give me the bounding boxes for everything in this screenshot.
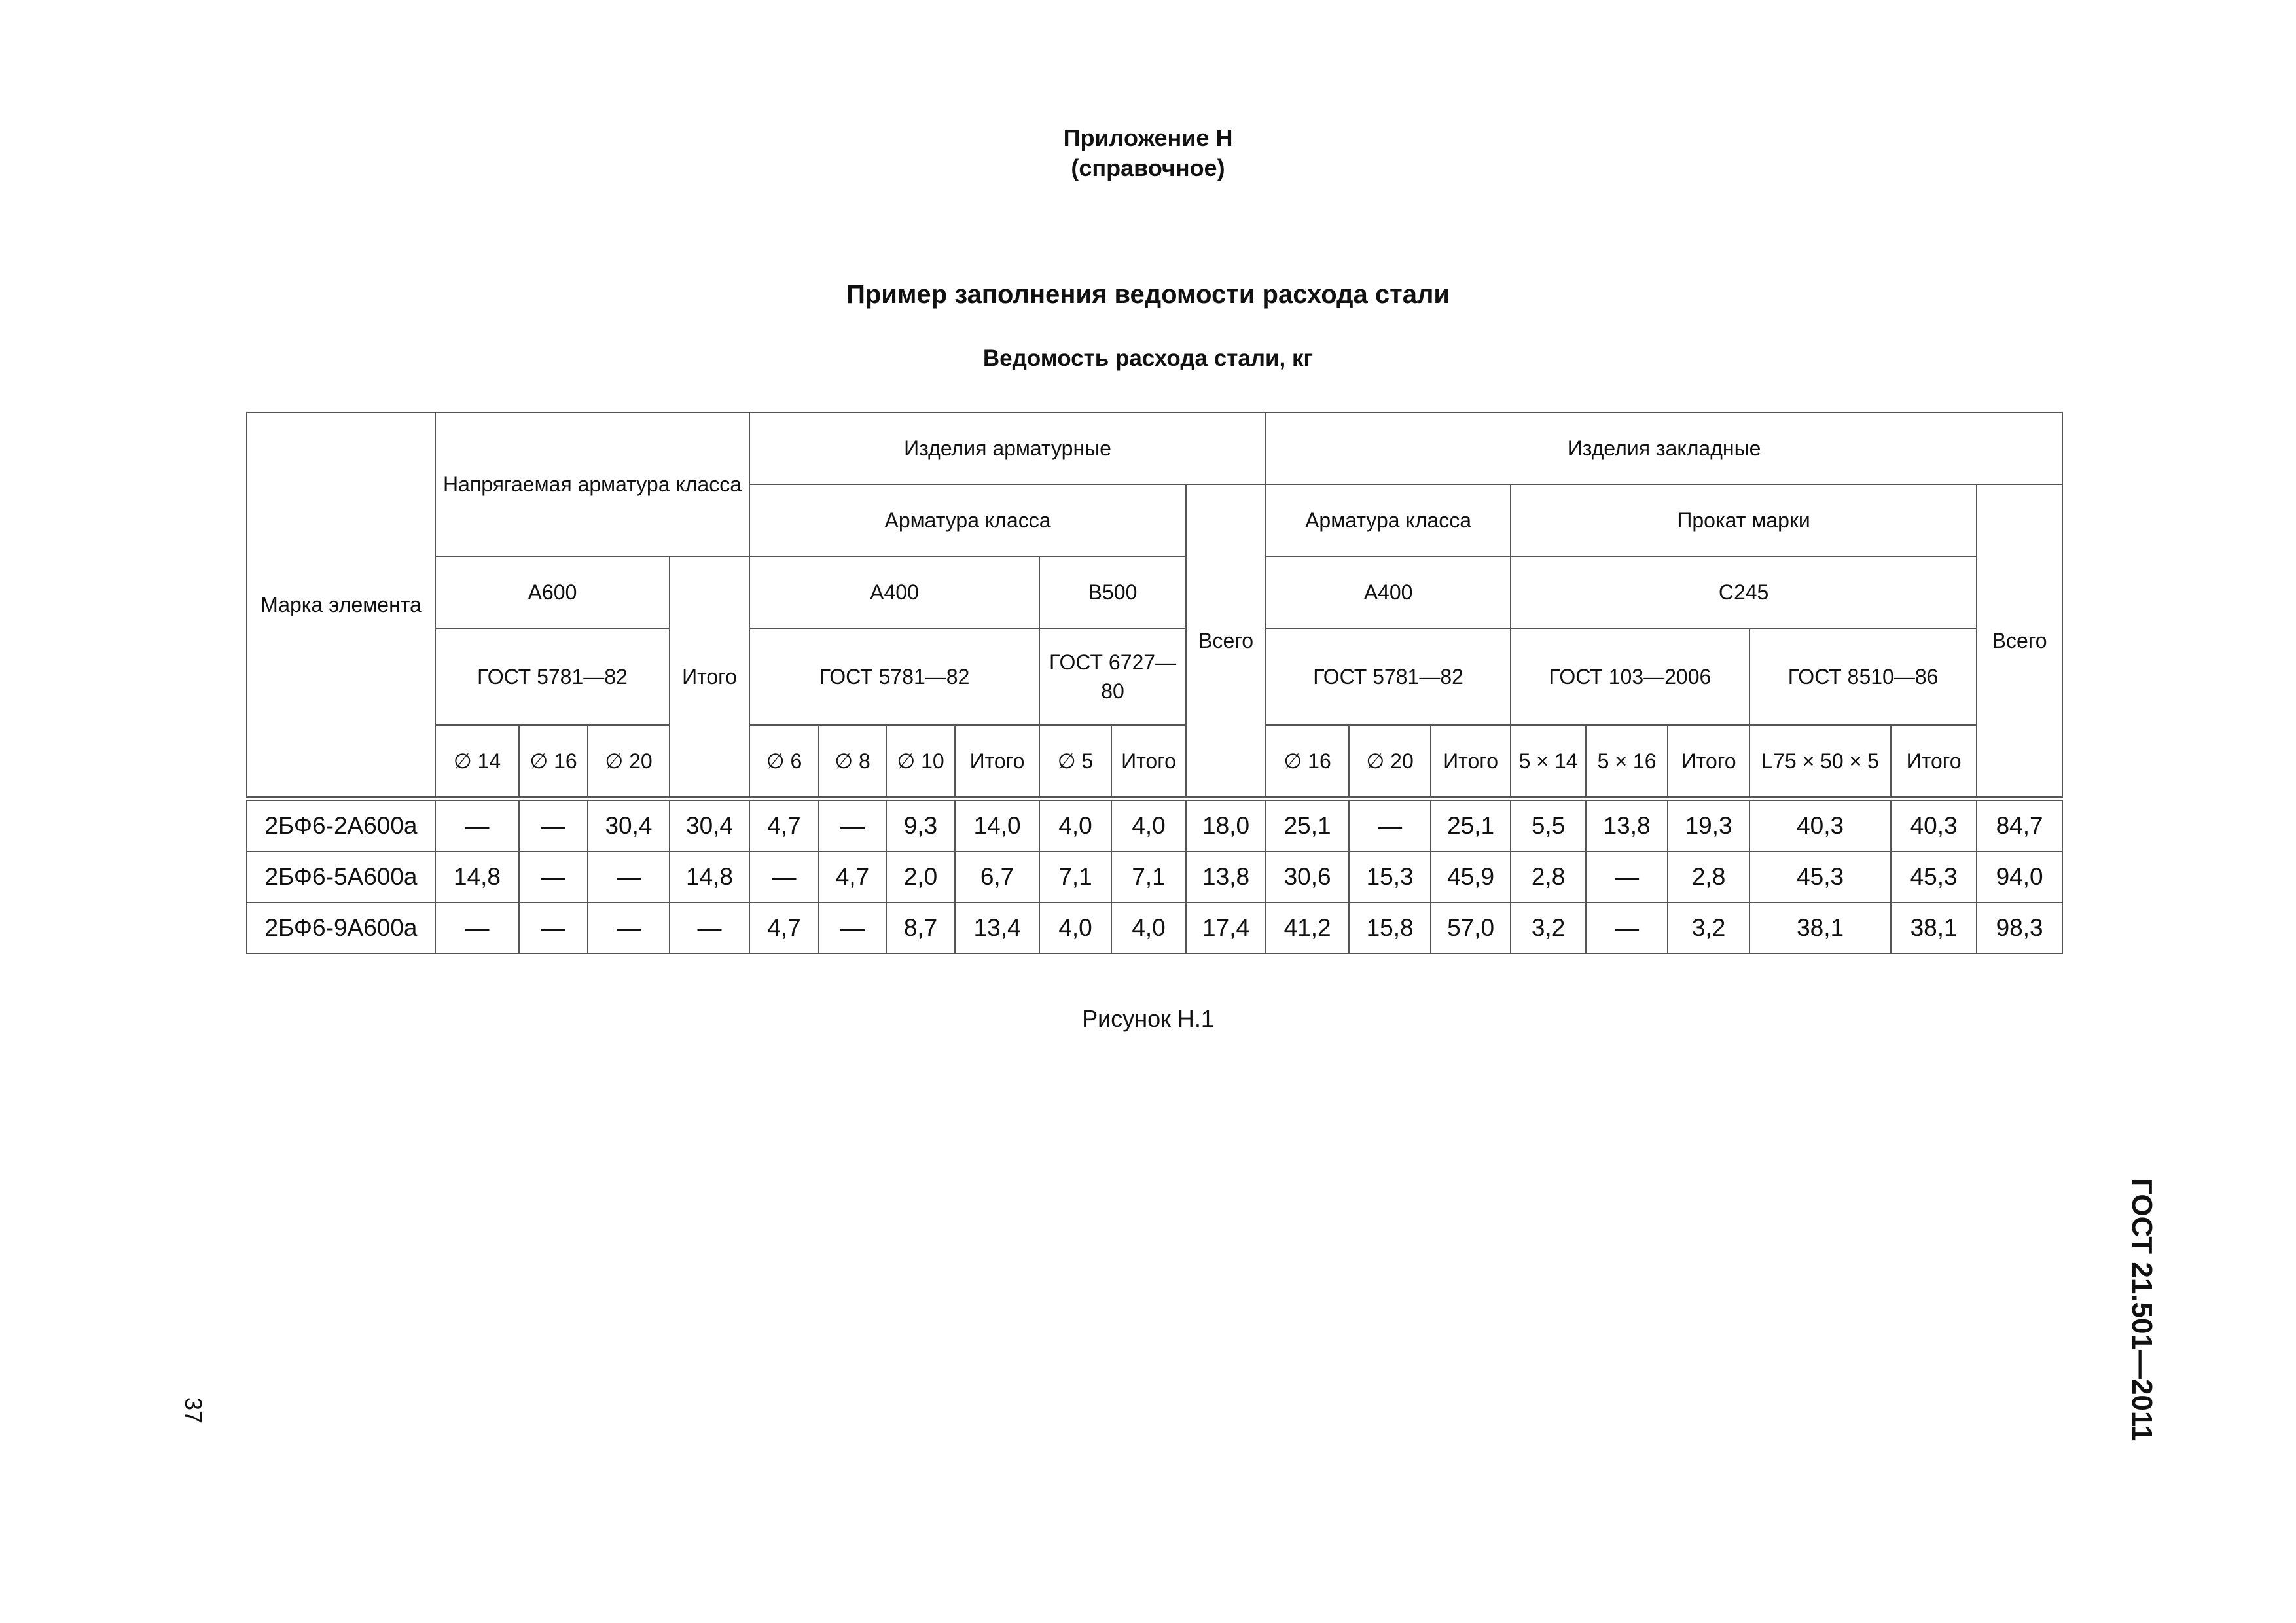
subcol-header: ∅ 14 — [435, 725, 519, 799]
a600-header: А600 — [435, 556, 670, 628]
table-cell: 9,3 — [886, 799, 955, 852]
rebar-total-header: Всего — [1186, 484, 1266, 799]
table-cell: 40,3 — [1891, 799, 1977, 852]
table-cell: — — [435, 902, 519, 954]
subcol-header: 5 × 16 — [1586, 725, 1668, 799]
subcol-header: ∅ 20 — [1349, 725, 1431, 799]
appendix-status: (справочное) — [1071, 154, 1225, 181]
table-cell: 25,1 — [1266, 799, 1349, 852]
page-number-margin — [178, 1397, 217, 1436]
table-cell: — — [819, 902, 886, 954]
table-cell: 4,7 — [749, 902, 819, 954]
table-cell: 2,0 — [886, 851, 955, 902]
table-cell: — — [1586, 851, 1668, 902]
table-cell: 14,0 — [955, 799, 1039, 852]
table-cell: 2,8 — [1668, 851, 1749, 902]
subcol-header: ∅ 16 — [519, 725, 588, 799]
table-title: Ведомость расхода стали, кг — [982, 346, 1314, 371]
a400-header: А400 — [749, 556, 1039, 628]
table-cell: 25,1 — [1431, 799, 1511, 852]
table-cell: 41,2 — [1266, 902, 1349, 954]
table-cell: 19,3 — [1668, 799, 1749, 852]
subcol-header: Итого — [1891, 725, 1977, 799]
table-cell: 18,0 — [1186, 799, 1266, 852]
table-cell: 3,2 — [1668, 902, 1749, 954]
gost-prestressed-header: ГОСТ 5781—82 — [435, 628, 670, 725]
b500-header: В500 — [1039, 556, 1186, 628]
table-cell: 4,0 — [1111, 799, 1186, 852]
embedded-total-header: Всего — [1977, 484, 2062, 799]
element-mark-cell: 2БФ6-5А600а — [247, 851, 435, 902]
embedded-products-header: Изделия закладные — [1266, 412, 2062, 484]
table-cell: 14,8 — [670, 851, 749, 902]
mark-header: Марка элемента — [247, 412, 435, 799]
table-cell: — — [819, 799, 886, 852]
table-cell: 5,5 — [1511, 799, 1586, 852]
table-cell: — — [519, 799, 588, 852]
prestressed-itogo-header: Итого — [670, 556, 749, 799]
embedded-a400-header: А400 — [1266, 556, 1511, 628]
table-cell: 2,8 — [1511, 851, 1586, 902]
c245-header: С245 — [1511, 556, 1977, 628]
table-cell: 30,6 — [1266, 851, 1349, 902]
table-cell: 4,7 — [819, 851, 886, 902]
gost-b500-header: ГОСТ 6727—80 — [1039, 628, 1186, 725]
table-cell: 7,1 — [1039, 851, 1111, 902]
table-cell: 4,7 — [749, 799, 819, 852]
table-cell: 13,8 — [1186, 851, 1266, 902]
subcol-header: Итого — [1111, 725, 1186, 799]
table-cell: 4,0 — [1039, 902, 1111, 954]
table-cell: — — [588, 851, 670, 902]
table-cell: 17,4 — [1186, 902, 1266, 954]
table-cell: 4,0 — [1039, 799, 1111, 852]
subcol-header: 5 × 14 — [1511, 725, 1586, 799]
header-row-3 — [247, 556, 2062, 628]
subcol-header: L75 × 50 × 5 — [1749, 725, 1891, 799]
table-cell: 38,1 — [1891, 902, 1977, 954]
table-cell: 30,4 — [588, 799, 670, 852]
subcol-header: Итого — [1431, 725, 1511, 799]
table-cell: — — [749, 851, 819, 902]
table-cell: 14,8 — [435, 851, 519, 902]
table-row — [247, 851, 2062, 902]
table-cell: 13,8 — [1586, 799, 1668, 852]
gost-strip-header: ГОСТ 103—2006 — [1511, 628, 1749, 725]
appendix-heading — [0, 123, 2296, 183]
rolled-grade-header: Прокат марки — [1511, 484, 1977, 556]
table-cell: 98,3 — [1977, 902, 2062, 954]
document-code-margin — [2122, 1178, 2161, 1440]
table-row — [247, 799, 2062, 852]
table-cell: — — [588, 902, 670, 954]
gost-a400-header: ГОСТ 5781—82 — [749, 628, 1039, 725]
table-cell: 8,7 — [886, 902, 955, 954]
table-row — [247, 902, 2062, 954]
table-cell: 38,1 — [1749, 902, 1891, 954]
table-cell: — — [1349, 799, 1431, 852]
table-cell: 15,3 — [1349, 851, 1431, 902]
table-cell: 40,3 — [1749, 799, 1891, 852]
element-mark-cell: 2БФ6-9А600а — [247, 902, 435, 954]
table-cell: 84,7 — [1977, 799, 2062, 852]
table-cell: 94,0 — [1977, 851, 2062, 902]
table-cell: 45,3 — [1891, 851, 1977, 902]
subcol-header: ∅ 6 — [749, 725, 819, 799]
table-cell: 7,1 — [1111, 851, 1186, 902]
document-title: Пример заполнения ведомости расхода стали — [846, 280, 1450, 309]
subcol-header: Итого — [1668, 725, 1749, 799]
element-mark-cell: 2БФ6-2А600а — [247, 799, 435, 852]
table-cell: — — [519, 902, 588, 954]
subcol-header: ∅ 10 — [886, 725, 955, 799]
steel-consumption-table — [246, 412, 2063, 954]
subcol-header: ∅ 8 — [819, 725, 886, 799]
table-cell: — — [519, 851, 588, 902]
rebar-products-header: Изделия арматурные — [749, 412, 1266, 484]
header-row-5 — [247, 725, 2062, 799]
appendix-label: Приложение Н — [1063, 124, 1233, 151]
table-cell: 30,4 — [670, 799, 749, 852]
figure-caption: Рисунок Н.1 — [1082, 1005, 1214, 1032]
table-cell: — — [670, 902, 749, 954]
gost-embedded-a400-header: ГОСТ 5781—82 — [1266, 628, 1511, 725]
rebar-class-header: Арматура класса — [749, 484, 1186, 556]
table-cell: 45,3 — [1749, 851, 1891, 902]
header-row-1 — [247, 412, 2062, 484]
prestressed-header: Напрягаемая арматура класса — [435, 412, 749, 556]
table-cell: 6,7 — [955, 851, 1039, 902]
table-cell: 4,0 — [1111, 902, 1186, 954]
table-cell: — — [1586, 902, 1668, 954]
header-row-4 — [247, 628, 2062, 725]
table-cell: 57,0 — [1431, 902, 1511, 954]
table-cell: 45,9 — [1431, 851, 1511, 902]
gost-angle-header: ГОСТ 8510—86 — [1749, 628, 1977, 725]
subcol-header: Итого — [955, 725, 1039, 799]
table-cell: — — [435, 799, 519, 852]
table-cell: 15,8 — [1349, 902, 1431, 954]
table-cell: 3,2 — [1511, 902, 1586, 954]
subcol-header: ∅ 20 — [588, 725, 670, 799]
subcol-header: ∅ 5 — [1039, 725, 1111, 799]
embedded-rebar-class-header: Арматура класса — [1266, 484, 1511, 556]
page-number: 37 — [180, 1397, 207, 1424]
document-code: ГОСТ 21.501—2011 — [2126, 1178, 2158, 1442]
subcol-header: ∅ 16 — [1266, 725, 1349, 799]
table-cell: 13,4 — [955, 902, 1039, 954]
